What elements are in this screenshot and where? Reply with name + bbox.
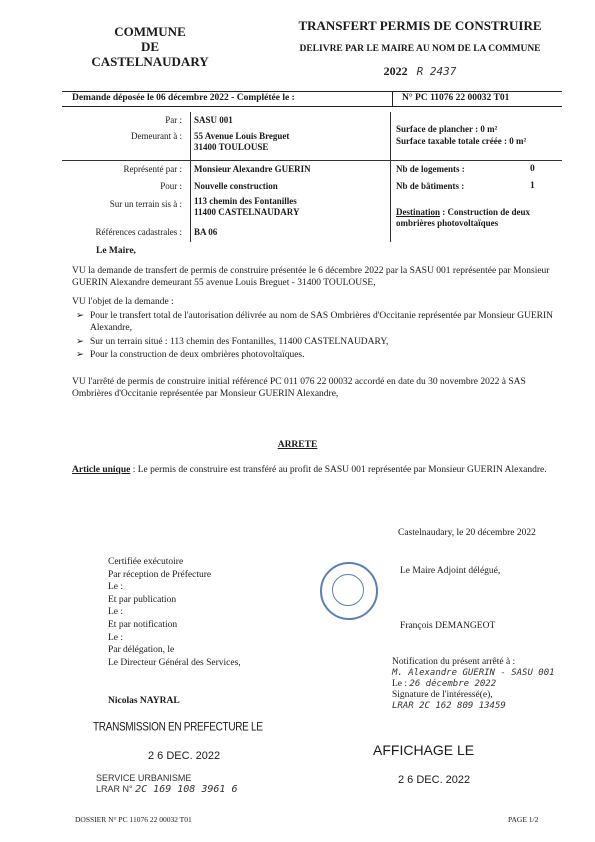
lrar-handwritten: LRAR 2C 162 809 13459 [392,701,506,711]
par-value: SASU 001 [194,115,233,125]
par-reception: Par réception de Préfecture [108,569,212,580]
surface-plancher: Surface de plancher : 0 m² [396,124,498,134]
article-text: : Le permis de construire est transféré au profit de SASU 001 représentée par Monsieur GUERIN Alexandre. [130,465,547,475]
cadastre-value: BA 06 [194,227,218,237]
signatory-name: François DEMANGEOT [400,621,496,631]
reception-le: Le : [108,582,124,593]
place-date: Castelnaudary, le 20 décembre 2022 [398,528,536,538]
terrain-line2: 11400 CASTELNAUDARY [194,207,300,217]
destination-label: Destination [396,207,441,217]
logements-label: Nb de logements : [396,164,465,174]
lrar-label: LRAR N° [96,784,133,794]
demeurant-line1: 55 Avenue Louis Breguet [194,131,290,141]
document-title: TRANSFERT PERMIS DE CONSTRUIRE [298,18,542,33]
par-label: Par : [165,115,182,125]
vu-objet: VU l'objet de la demande : [72,297,174,307]
lrar-number-handwritten: 2C 169 108 3961 6 [135,784,238,795]
par-delegation: Par délégation, le [108,645,175,656]
terrain-line1: 113 chemin des Fontanilles [194,196,297,206]
commune-block [80,24,220,69]
right-box-divider [390,112,391,242]
pour-label: Pour : [160,181,182,191]
surface-taxable: Surface taxable totale créée : 0 m² [396,136,527,146]
arrete-heading: ARRETE [277,440,318,450]
terrain-label: Sur un terrain sis à : [109,199,182,209]
cadastre-label: Références cadastrales : [95,227,182,237]
pour-value: Nouvelle construction [194,181,278,191]
certification-block [108,556,241,669]
represente-label: Représenté par : [123,164,182,174]
nicolas-nayral: Nicolas NAYRAL [108,696,180,706]
document-year-line [260,64,580,79]
document-year: 2022 [383,64,408,78]
notification-label: Notification du présent arrêté à : [392,657,516,667]
service-urbanisme: SERVICE URBANISME [96,773,192,783]
signature-label: Signature de l'intéressé(e), [392,690,493,700]
lrar-line [96,784,237,795]
demeurant-line2: 31400 TOULOUSE [194,142,269,152]
article-unique [72,464,558,476]
transmission-stamp: TRANSMISSION EN PREFECTURE LE [93,720,263,735]
permit-number: N° PC 11076 22 00032 T01 [402,93,510,103]
et-notification: Et par notification [108,619,178,630]
article-label: Article unique [72,465,131,475]
commune-line1: COMMUNE [114,24,186,39]
commune-seal-stamp [320,562,378,620]
bar-divider [392,92,393,106]
request-bar [62,91,562,107]
affichage-stamp: AFFICHAGE LE [373,742,475,758]
notification-date-label: Le : [392,679,408,689]
logements-value: 0 [530,164,535,174]
document-header [260,18,580,79]
notification-recipient-handwritten: M. Alexandre GUERIN - SASU 001 [392,668,555,678]
batiments-label: Nb de bâtiments : [396,181,465,191]
page-number: PAGE 1/2 [508,815,539,824]
bullet-arrow-icon: ➢ [76,337,84,347]
bullet-arrow-icon: ➢ [76,350,84,360]
notification-date-handwritten: 26 décembre 2022 [409,679,497,689]
applicant-divider [190,112,191,242]
bullet-construction: Pour la construction de deux ombrières photovoltaïques. [90,350,305,360]
bullet-transfert: Pour le transfert total de l'autorisation délivrée au nom de SAS Ombrières d'Occitanie représentée par Monsieur GUERIN Alexandre, [90,311,553,333]
request-date: Demande déposée le 06 décembre 2022 - Complétée le : [72,93,295,103]
destination-value: : Construction de deux ombrières photovoltaïques [396,207,531,228]
et-publication: Et par publication [108,594,177,605]
directeur: Le Directeur Général des Services, [108,657,241,668]
transmission-date: 2 6 DEC. 2022 [148,750,221,762]
vu-demande: VU la demande de transfert de permis de construire présentée le 6 décembre 2022 par la SASU 001 représentée par Monsieur GUERIN Alexandre demeurant 55 avenue Louis Breguet - 31400 TOULOUSE, [72,266,550,288]
certifie: Certifiée exécutoire [108,557,184,567]
demeurant-label: Demeurant à : [131,131,182,141]
table-rule [62,160,562,161]
batiments-value: 1 [530,181,535,191]
commune-line3: CASTELNAUDARY [91,54,209,69]
notification-le: Le : [108,632,124,643]
document-subtitle: DELIVRE PAR LE MAIRE AU NOM DE LA COMMUNE [299,44,541,54]
dossier-number: DOSSIER N° PC 11076 22 00032 T01 [75,815,192,824]
affichage-date: 2 6 DEC. 2022 [398,774,471,786]
commune-line2: DE [140,39,160,54]
represente-value: Monsieur Alexandre GUERIN [194,164,311,174]
handwritten-reference: R 2437 [416,65,457,78]
bullet-arrow-icon: ➢ [76,311,84,321]
le-maire: Le Maire, [96,246,136,256]
notification-block [392,657,555,712]
bullet-terrain: Sur un terrain situé : 113 chemin des Fontanilles, 11400 CASTELNAUDARY, [90,337,389,347]
vu-arrete: VU l'arrêté de permis de construire initial référencé PC 011 076 22 00032 accordé en date du 30 novembre 2022 à SAS Ombrières d'Occitanie représentée par Monsieur GUERIN Alexandre, [72,377,526,399]
maire-adjoint: Le Maire Adjoint délégué, [400,566,501,576]
destination [396,207,556,229]
publication-le: Le : [108,607,124,618]
